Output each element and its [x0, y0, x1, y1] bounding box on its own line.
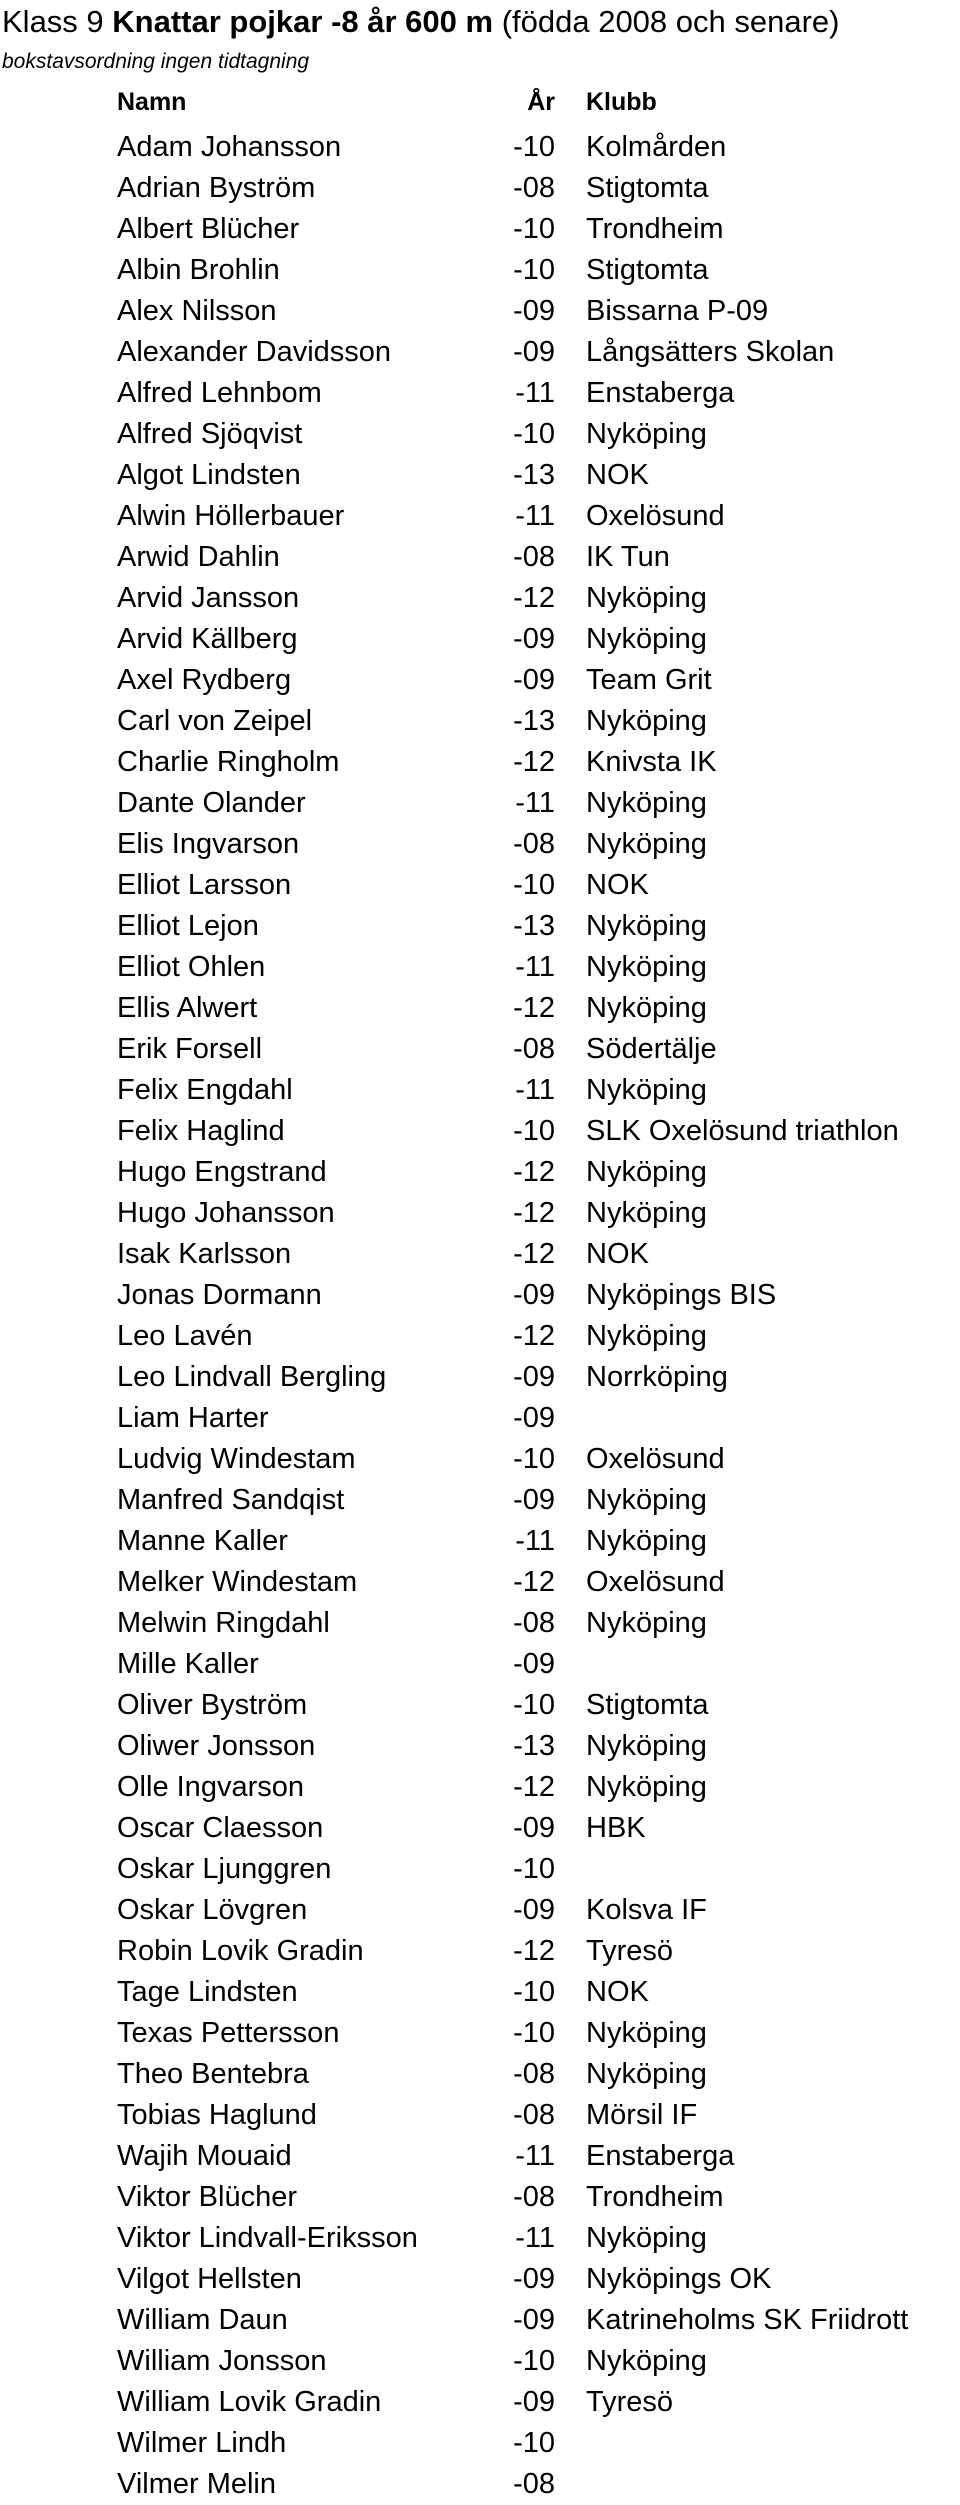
participant-name: Robin Lovik Gradin — [117, 1935, 364, 1967]
participant-name: Texas Pettersson — [117, 2017, 340, 2049]
birth-year: -10 — [513, 1115, 555, 1147]
birth-year: -08 — [513, 2099, 555, 2131]
birth-year: -11 — [515, 2140, 555, 2172]
participant-name: Leo Lavén — [117, 1320, 253, 1352]
birth-year: -09 — [513, 1484, 555, 1516]
birth-year: -13 — [513, 910, 555, 942]
birth-year: -09 — [513, 295, 555, 327]
table-row — [0, 1603, 960, 1644]
table-row — [0, 988, 960, 1029]
participant-name: Vilgot Hellsten — [117, 2263, 302, 2295]
table-row — [0, 660, 960, 701]
birth-year: -09 — [513, 1648, 555, 1680]
table-row — [0, 619, 960, 660]
birth-year: -09 — [513, 1279, 555, 1311]
club-name: Nyköping — [586, 2222, 707, 2254]
club-name: Södertälje — [586, 1033, 717, 1065]
table-row — [0, 2259, 960, 2300]
club-name: Nyköping — [586, 582, 707, 614]
club-name: SLK Oxelösund triathlon — [586, 1115, 899, 1147]
participant-name: Alexander Davidsson — [117, 336, 392, 368]
participant-name: Theo Bentebra — [117, 2058, 309, 2090]
participant-name: Ludvig Windestam — [117, 1443, 356, 1475]
birth-year: -11 — [515, 1074, 555, 1106]
participant-name: Elis Ingvarson — [117, 828, 300, 860]
club-name: Nyköping — [586, 1320, 707, 1352]
club-name: Nyköping — [586, 1607, 707, 1639]
participant-name: Alex Nilsson — [117, 295, 277, 327]
birth-year: -11 — [515, 787, 555, 819]
club-name: Nyköping — [586, 705, 707, 737]
participant-name: Tage Lindsten — [117, 1976, 298, 2008]
birth-year: -10 — [513, 418, 555, 450]
club-name: Tyresö — [586, 1935, 674, 1967]
participant-name: Oliver Byström — [117, 1689, 308, 1721]
birth-year: -12 — [513, 1156, 555, 1188]
title-bold: Knattar pojkar -8 år 600 m — [112, 4, 494, 39]
participant-name: Alwin Höllerbauer — [117, 500, 345, 532]
participant-name: Mille Kaller — [117, 1648, 259, 1680]
birth-year: -12 — [513, 1935, 555, 1967]
table-row — [0, 1152, 960, 1193]
column-header-club: Klubb — [586, 88, 657, 116]
birth-year: -10 — [513, 2427, 555, 2459]
participant-name: Arwid Dahlin — [117, 541, 280, 573]
participant-name: Albin Brohlin — [117, 254, 280, 286]
participant-name: Felix Haglind — [117, 1115, 285, 1147]
club-name: Nyköping — [586, 951, 707, 983]
participant-name: Oliwer Jonsson — [117, 1730, 316, 1762]
birth-year: -10 — [513, 2017, 555, 2049]
participant-name: Charlie Ringholm — [117, 746, 340, 778]
table-row — [0, 332, 960, 373]
birth-year: -09 — [513, 336, 555, 368]
birth-year: -08 — [513, 828, 555, 860]
table-row — [0, 496, 960, 537]
club-name: Nyköpings BIS — [586, 1279, 777, 1311]
table-row — [0, 1808, 960, 1849]
club-name: Stigtomta — [586, 1689, 709, 1721]
table-row — [0, 127, 960, 168]
participant-name: Arvid Jansson — [117, 582, 300, 614]
table-row — [0, 1931, 960, 1972]
birth-year: -11 — [515, 1525, 555, 1557]
club-name: Nyköping — [586, 623, 707, 655]
club-name: Stigtomta — [586, 254, 709, 286]
birth-year: -08 — [513, 172, 555, 204]
table-row — [0, 1070, 960, 1111]
table-row — [0, 906, 960, 947]
table-row — [0, 1849, 960, 1890]
club-name: Nyköping — [586, 1197, 707, 1229]
participant-name: Isak Karlsson — [117, 1238, 292, 1270]
birth-year: -10 — [513, 1853, 555, 1885]
birth-year: -11 — [515, 500, 555, 532]
participant-name: Elliot Ohlen — [117, 951, 266, 983]
birth-year: -10 — [513, 869, 555, 901]
table-row — [0, 1480, 960, 1521]
participant-name: Erik Forsell — [117, 1033, 263, 1065]
club-name: Nyköping — [586, 1156, 707, 1188]
participant-name: Viktor Lindvall-Eriksson — [117, 2222, 418, 2254]
table-row — [0, 2095, 960, 2136]
participant-name: Felix Engdahl — [117, 1074, 293, 1106]
birth-year: -13 — [513, 459, 555, 491]
table-row — [0, 414, 960, 455]
table-row — [0, 1685, 960, 1726]
club-name: Nyköping — [586, 2017, 707, 2049]
participant-name: Carl von Zeipel — [117, 705, 313, 737]
title-prefix: Klass 9 — [2, 4, 104, 39]
club-name: Nyköping — [586, 992, 707, 1024]
club-name: Katrineholms SK Friidrott — [586, 2304, 909, 2336]
participant-name: William Jonsson — [117, 2345, 327, 2377]
birth-year: -09 — [513, 2263, 555, 2295]
table-row — [0, 865, 960, 906]
club-name: NOK — [586, 1976, 649, 2008]
participant-name: Axel Rydberg — [117, 664, 292, 696]
club-name: Nyköping — [586, 910, 707, 942]
birth-year: -12 — [513, 746, 555, 778]
club-name: Team Grit — [586, 664, 712, 696]
birth-year: -13 — [513, 1730, 555, 1762]
birth-year: -08 — [513, 1607, 555, 1639]
birth-year: -12 — [513, 582, 555, 614]
birth-year: -09 — [513, 664, 555, 696]
club-name: Nyköping — [586, 1730, 707, 1762]
participant-name: Viktor Blücher — [117, 2181, 297, 2213]
club-name: Nyköping — [586, 2345, 707, 2377]
table-row — [0, 1562, 960, 1603]
title-suffix: (födda 2008 och senare) — [501, 4, 840, 39]
table-row — [0, 1767, 960, 1808]
club-name: NOK — [586, 459, 649, 491]
participant-name: Tobias Haglund — [117, 2099, 317, 2131]
birth-year: -12 — [513, 1320, 555, 1352]
participant-name: Dante Olander — [117, 787, 306, 819]
table-row — [0, 1521, 960, 1562]
club-name: Trondheim — [586, 2181, 724, 2213]
club-name: Enstaberga — [586, 2140, 735, 2172]
birth-year: -12 — [513, 1566, 555, 1598]
birth-year: -08 — [513, 2181, 555, 2213]
participant-name: Manne Kaller — [117, 1525, 288, 1557]
participant-name: Adrian Byström — [117, 172, 316, 204]
participant-name: Olle Ingvarson — [117, 1771, 304, 1803]
table-row — [0, 1357, 960, 1398]
table-row — [0, 1890, 960, 1931]
birth-year: -10 — [513, 1443, 555, 1475]
club-name: Nyköping — [586, 787, 707, 819]
participant-list — [0, 127, 960, 2505]
table-row — [0, 168, 960, 209]
club-name: Kolsva IF — [586, 1894, 707, 1926]
club-name: Långsätters Skolan — [586, 336, 835, 368]
participant-name: Alfred Sjöqvist — [117, 418, 303, 450]
participant-name: Hugo Engstrand — [117, 1156, 327, 1188]
club-name: Nyköping — [586, 1771, 707, 1803]
column-header-name: Namn — [117, 88, 187, 116]
table-row — [0, 373, 960, 414]
club-name: Bissarna P-09 — [586, 295, 769, 327]
table-row — [0, 1439, 960, 1480]
participant-name: Albert Blücher — [117, 213, 300, 245]
table-row — [0, 1193, 960, 1234]
participant-name: Leo Lindvall Bergling — [117, 1361, 387, 1393]
participant-name: Ellis Alwert — [117, 992, 258, 1024]
table-row — [0, 2341, 960, 2382]
birth-year: -12 — [513, 1771, 555, 1803]
participant-name: Melker Windestam — [117, 1566, 358, 1598]
participant-name: Elliot Larsson — [117, 869, 292, 901]
birth-year: -09 — [513, 2386, 555, 2418]
participant-name: Hugo Johansson — [117, 1197, 335, 1229]
table-row — [0, 537, 960, 578]
birth-year: -09 — [513, 623, 555, 655]
birth-year: -10 — [513, 2345, 555, 2377]
table-row — [0, 742, 960, 783]
birth-year: -09 — [513, 1812, 555, 1844]
participant-name: Manfred Sandqist — [117, 1484, 345, 1516]
participant-name: Oskar Ljunggren — [117, 1853, 332, 1885]
club-name: Nyköping — [586, 418, 707, 450]
club-name: Enstaberga — [586, 377, 735, 409]
subtitle: bokstavsordning ingen tidtagning — [2, 50, 310, 73]
table-row — [0, 2013, 960, 2054]
table-row — [0, 2177, 960, 2218]
club-name: Mörsil IF — [586, 2099, 698, 2131]
table-row — [0, 947, 960, 988]
table-row — [0, 2136, 960, 2177]
table-row — [0, 1029, 960, 1070]
birth-year: -09 — [513, 1402, 555, 1434]
club-name: HBK — [586, 1812, 646, 1844]
club-name: Nyköping — [586, 828, 707, 860]
club-name: Oxelösund — [586, 1566, 725, 1598]
participant-name: Liam Harter — [117, 1402, 269, 1434]
table-row — [0, 783, 960, 824]
table-row — [0, 209, 960, 250]
table-row — [0, 2054, 960, 2095]
birth-year: -08 — [513, 1033, 555, 1065]
club-name: Norrköping — [586, 1361, 728, 1393]
club-name: NOK — [586, 1238, 649, 1270]
club-name: Nyköping — [586, 2058, 707, 2090]
birth-year: -11 — [515, 377, 555, 409]
birth-year: -11 — [515, 2222, 555, 2254]
club-name: IK Tun — [586, 541, 670, 573]
table-row — [0, 2382, 960, 2423]
club-name: NOK — [586, 869, 649, 901]
participant-name: Alfred Lehnbom — [117, 377, 322, 409]
participant-name: Wilmer Lindh — [117, 2427, 287, 2459]
table-row — [0, 1644, 960, 1685]
club-name: Nyköping — [586, 1074, 707, 1106]
club-name: Stigtomta — [586, 172, 709, 204]
table-row — [0, 455, 960, 496]
table-row — [0, 1111, 960, 1152]
table-row — [0, 1398, 960, 1439]
participant-name: Oskar Lövgren — [117, 1894, 308, 1926]
club-name: Nyköping — [586, 1484, 707, 1516]
table-row — [0, 1972, 960, 2013]
participant-name: Wajih Mouaid — [117, 2140, 292, 2172]
table-row — [0, 250, 960, 291]
table-row — [0, 1316, 960, 1357]
table-row — [0, 1275, 960, 1316]
table-row — [0, 701, 960, 742]
birth-year: -12 — [513, 1197, 555, 1229]
participant-name: Adam Johansson — [117, 131, 342, 163]
table-row — [0, 2423, 960, 2464]
birth-year: -08 — [513, 541, 555, 573]
table-row — [0, 578, 960, 619]
participant-name: William Lovik Gradin — [117, 2386, 382, 2418]
table-row — [0, 2218, 960, 2259]
club-name: Kolmården — [586, 131, 727, 163]
participant-name: Elliot Lejon — [117, 910, 259, 942]
page-title — [2, 2, 839, 42]
birth-year: -09 — [513, 1894, 555, 1926]
table-row — [0, 2300, 960, 2341]
participant-name: William Daun — [117, 2304, 288, 2336]
birth-year: -08 — [513, 2468, 555, 2500]
birth-year: -09 — [513, 1361, 555, 1393]
participant-name: Algot Lindsten — [117, 459, 301, 491]
column-header-year: År — [527, 88, 555, 116]
birth-year: -11 — [515, 951, 555, 983]
birth-year: -09 — [513, 2304, 555, 2336]
birth-year: -10 — [513, 1976, 555, 2008]
birth-year: -12 — [513, 992, 555, 1024]
table-row — [0, 2464, 960, 2505]
participant-name: Arvid Källberg — [117, 623, 298, 655]
birth-year: -10 — [513, 131, 555, 163]
club-name: Tyresö — [586, 2386, 674, 2418]
birth-year: -08 — [513, 2058, 555, 2090]
table-row — [0, 1234, 960, 1275]
participant-name: Oscar Claesson — [117, 1812, 324, 1844]
birth-year: -10 — [513, 1689, 555, 1721]
participant-name: Jonas Dormann — [117, 1279, 322, 1311]
table-row — [0, 1726, 960, 1767]
birth-year: -10 — [513, 213, 555, 245]
table-header — [0, 88, 960, 128]
birth-year: -12 — [513, 1238, 555, 1270]
club-name: Oxelösund — [586, 500, 725, 532]
birth-year: -13 — [513, 705, 555, 737]
club-name: Knivsta IK — [586, 746, 717, 778]
club-name: Oxelösund — [586, 1443, 725, 1475]
club-name: Trondheim — [586, 213, 724, 245]
birth-year: -10 — [513, 254, 555, 286]
participant-name: Vilmer Melin — [117, 2468, 277, 2500]
table-row — [0, 824, 960, 865]
participant-name: Melwin Ringdahl — [117, 1607, 330, 1639]
club-name: Nyköping — [586, 1525, 707, 1557]
club-name: Nyköpings OK — [586, 2263, 772, 2295]
table-row — [0, 291, 960, 332]
